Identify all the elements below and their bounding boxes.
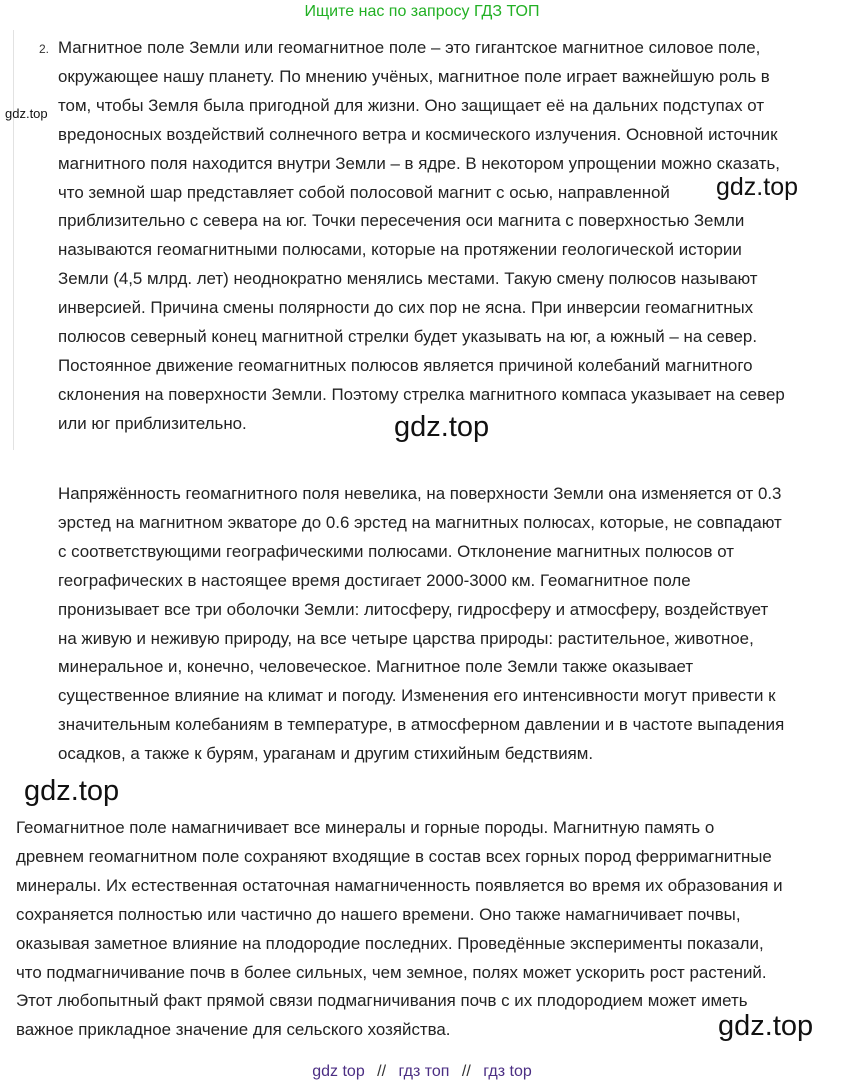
text-line: минеральное и, конечно, человеческое. Магнитное поле Земли также оказывает — [58, 657, 694, 677]
text-line: Этот любопытный факт прямой связи подмагничивания почв с их плодородием может иметь — [16, 991, 748, 1011]
text-line: Земли (4,5 млрд. лет) неоднократно менялись местами. Такую смену полюсов называют — [58, 269, 758, 289]
text-line: полюсов северный конец магнитной стрелки будет указывать на юг, а южный – на север. — [58, 327, 758, 347]
text-line: называются геомагнитными полюсами, которые на протяжении геологической истории — [58, 240, 742, 260]
text-line: эрстед на магнитном экваторе до 0.6 эрстед на магнитных полюсах, которые, не совпадают — [58, 512, 782, 532]
footer-link-gdz-top-mixed[interactable]: гдз top — [483, 1063, 532, 1080]
text-line: вредоносных воздействий солнечного ветра и космического излучения. Основной источник — [58, 124, 778, 144]
text-line: оказывая заметное влияние на плодородие последних. Проведённые эксперименты показали, — [16, 933, 764, 953]
text-line: что подмагничивание почв в более сильных, чем земное, полях может ускорить рост растений. — [16, 962, 767, 982]
side-watermark: gdz.top — [5, 106, 48, 121]
text-line: древнем геомагнитном поле сохраняют входящие в состав всех горных пород ферримагнитные — [16, 846, 772, 866]
text-line: или юг приблизительно. — [58, 413, 247, 433]
list-item-number: 2. — [39, 42, 50, 56]
text-line: Напряжённость геомагнитного поля невелика, на поверхности Земли она изменяется от 0.3 — [58, 484, 782, 503]
footer-link-gdz-top[interactable]: gdz top — [312, 1063, 365, 1080]
text-line: окружающее нашу планету. По мнению учёных, магнитное поле играет важнейшую роль в — [58, 66, 770, 86]
text-line: существенное влияние на климат и погоду. Изменения его интенсивности могут привести к — [58, 686, 776, 706]
text-line: Постоянное движение геомагнитных полюсов является причиной колебаний магнитного — [58, 355, 753, 375]
text-line: минералы. Их естественная остаточная намагниченность появляется во время их образования и — [16, 875, 783, 895]
text-line: Магнитное поле Земли или геомагнитное поле – это гигантское магнитное силовое поле, — [58, 38, 761, 57]
text-line: магнитного поля находится внутри Земли – в ядре. В некотором упрощении можно сказать, — [58, 153, 780, 173]
text-line: важное прикладное значение для сельского хозяйства. — [16, 1020, 451, 1040]
text-line: географических в настоящее время достигает 2000-3000 км. Геомагнитное поле — [58, 570, 691, 590]
paragraph-magnetization — [16, 814, 838, 1045]
text-line: значительным колебаниям в температуре, в атмосферном давлении и в частоте выпадения — [58, 715, 785, 735]
watermark-gdz-top: gdz.top — [394, 411, 490, 443]
top-banner: Ищите нас по запросу ГДЗ ТОП — [304, 3, 540, 20]
watermark-gdz-top: gdz.top — [716, 173, 799, 201]
text-line: инверсией. Причина смены полярности до сих пор не ясна. При инверсии геомагнитных — [58, 298, 754, 318]
text-line: с соответствующими географическими полюсами. Отклонение магнитных полюсов от — [58, 541, 734, 561]
footer-separator: // — [461, 1063, 471, 1080]
footer-separator: // — [377, 1063, 387, 1080]
watermark-gdz-top: gdz.top — [718, 1010, 814, 1042]
paragraph-field-intensity — [58, 480, 836, 769]
watermark-gdz-top: gdz.top — [24, 775, 120, 807]
list-left-rule — [13, 30, 14, 450]
text-line: приблизительно с севера на юг. Точки пересечения оси магнита с поверхностью Земли — [58, 211, 745, 231]
text-line: на живую и неживую природу, на все четыре царства природы: растительное, животное, — [58, 628, 754, 648]
text-line: что земной шар представляет собой полосовой магнит с осью, направленной — [58, 182, 670, 202]
text-line: склонения на поверхности Земли. Поэтому стрелка магнитного компаса указывает на север — [58, 384, 785, 404]
text-line: Геомагнитное поле намагничивает все минералы и горные породы. Магнитную память о — [16, 818, 715, 837]
footer-links — [0, 1061, 844, 1083]
paragraph-geomagnetic-field — [58, 34, 836, 439]
text-line: сохраняется полностью или частично до нашего времени. Оно также намагничивает почвы, — [16, 904, 741, 924]
text-line: том, чтобы Земля была пригодной для жизни. Оно защищает её на дальних подступах от — [58, 95, 765, 115]
text-line: осадков, а также к бурям, ураганам и другим стихийным бедствиям. — [58, 744, 594, 764]
footer-link-gdz-top-ru[interactable]: гдз топ — [398, 1063, 450, 1080]
text-line: пронизывает все три оболочки Земли: литосферу, гидросферу и атмосферу, воздействует — [58, 599, 769, 619]
